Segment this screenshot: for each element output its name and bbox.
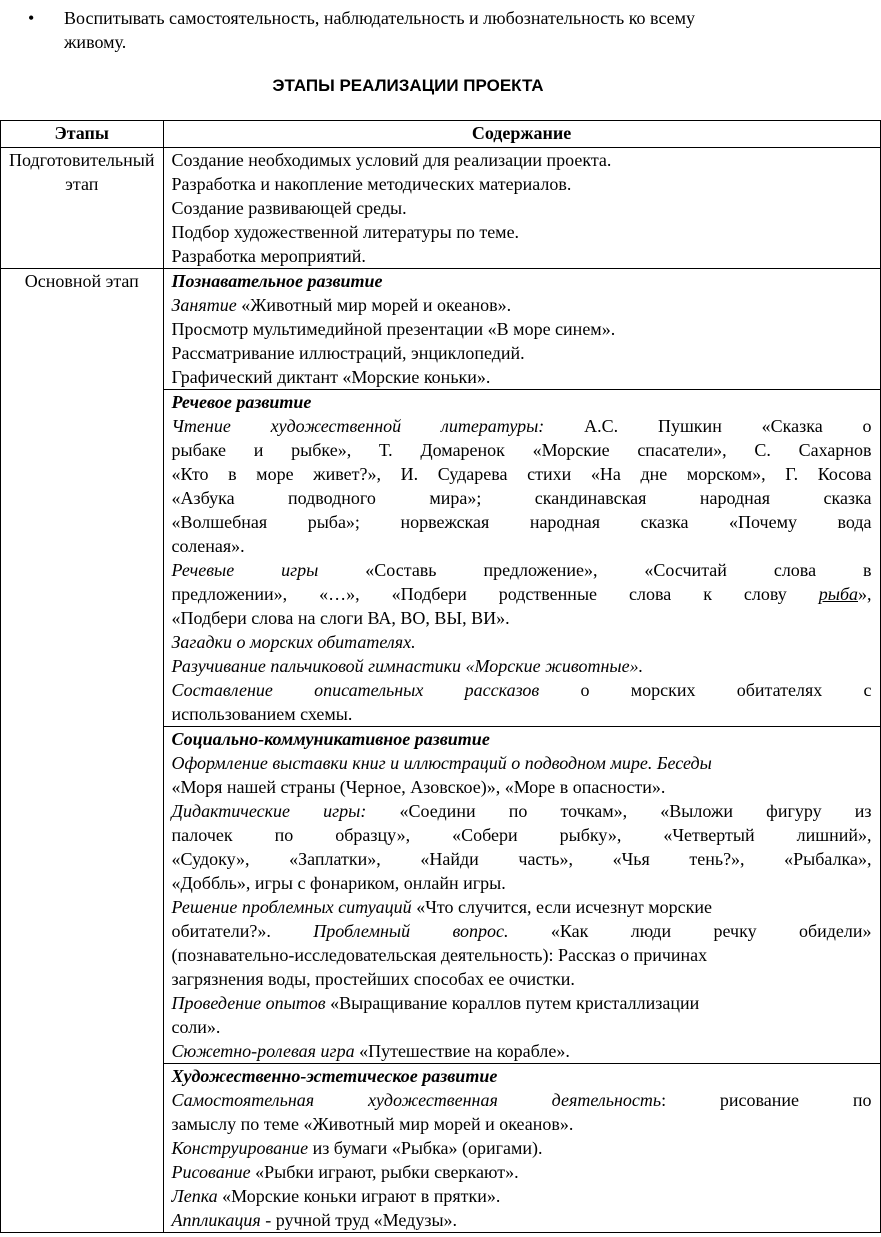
speech-line: предложении», «…», «Подбери родственные слова к слову рыба»,	[171, 584, 872, 604]
speech-line: Составление описательных рассказов о морских обитателях с	[171, 680, 872, 700]
section-title-social: Социально-коммуникативное развитие	[171, 729, 490, 749]
art-line: Лепка «Морские коньки играют в прятки».	[171, 1186, 501, 1206]
stage-cell-main: Основной этап	[1, 269, 164, 1233]
speech-line: Разучивание пальчиковой гимнастики «Морские животные».	[171, 656, 644, 676]
social-line: «Доббль», игры с фонариком, онлайн игры.	[171, 873, 506, 893]
social-line: Сюжетно-ролевая игра «Путешествие на корабле».	[171, 1041, 570, 1061]
speech-line: Загадки о морских обитателях.	[171, 632, 416, 652]
social-line: Проведение опытов «Выращивание кораллов путем кристаллизации	[171, 993, 700, 1013]
social-line: «Моря нашей страны (Черное, Азовское)», «Море в опасности».	[171, 777, 666, 797]
table-header-row	[1, 121, 881, 148]
speech-line: «Волшебная рыба»; норвежская народная сказка «Почему вода	[171, 512, 872, 532]
content-cell-prep	[163, 148, 880, 269]
art-line: Рисование «Рыбки играют, рыбки сверкают».	[171, 1162, 519, 1182]
cognitive-line: Просмотр мультимедийной презентации «В море синем».	[171, 319, 616, 339]
column-header-stages: Этапы	[1, 121, 164, 148]
prep-line: Создание необходимых условий для реализации проекта.	[171, 150, 612, 170]
stage-cell-prep: Подготовительный этап	[1, 148, 164, 269]
table-row-prep	[1, 148, 881, 269]
social-line: Решение проблемных ситуаций «Что случится, если исчезнут морские	[171, 897, 712, 917]
prep-line: Подбор художественной литературы по теме.	[171, 222, 520, 242]
content-cell-cognitive	[163, 269, 880, 390]
content-cell-speech	[163, 390, 880, 727]
social-line: «Судоку», «Заплатки», «Найди часть», «Чья тень?», «Рыбалка»,	[171, 849, 872, 869]
page-title: ЭТАПЫ РЕАЛИЗАЦИИ ПРОЕКТА	[272, 76, 544, 95]
bullet-icon: •	[28, 8, 35, 28]
speech-line: Чтение художественной литературы: А.С. Пушкин «Сказка о	[171, 416, 872, 436]
prep-line: Разработка мероприятий.	[171, 246, 366, 266]
art-line: Аппликация - ручной труд «Медузы».	[171, 1210, 458, 1230]
speech-line: использованием схемы.	[171, 704, 353, 724]
speech-line: «Кто в море живет?», И. Сударева стихи «На дне морском», Г. Косова	[171, 464, 872, 484]
section-title-speech: Речевое развитие	[171, 392, 312, 412]
art-line: Конструирование из бумаги «Рыбка» (оригами).	[171, 1138, 543, 1158]
social-line: соли».	[171, 1017, 221, 1037]
social-line: Оформление выставки книг и иллюстраций о подводном мире. Беседы	[171, 753, 712, 773]
table-row-main-cognitive	[1, 269, 881, 390]
art-line: замыслу по теме «Животный мир морей и океанов».	[171, 1114, 574, 1134]
speech-line: рыбаке и рыбке», Т. Домаренок «Морские спасатели», С. Сахарнов	[171, 440, 872, 460]
column-header-content: Содержание	[163, 121, 880, 148]
cognitive-line: Рассматривание иллюстраций, энциклопедий.	[171, 343, 525, 363]
social-line: (познавательно-исследовательская деятельность): Рассказ о причинах	[171, 945, 708, 965]
goal-text-line1: Воспитывать самостоятельность, наблюдательность и любознательность ко всему	[64, 8, 696, 28]
art-line: Самостоятельная художественная деятельность: рисование по	[171, 1090, 872, 1110]
section-title-art: Художественно-эстетическое развитие	[171, 1066, 498, 1086]
social-line: Дидактические игры: «Соедини по точкам», «Выложи фигуру из	[171, 801, 872, 821]
content-cell-social	[163, 727, 880, 1064]
social-line: загрязнения воды, простейших способах ее очистки.	[171, 969, 575, 989]
goal-text-line2: живому.	[64, 32, 127, 52]
speech-line: соленая».	[171, 536, 245, 556]
content-cell-art	[163, 1064, 880, 1233]
speech-line: «Подбери слова на слоги ВА, ВО, ВЫ, ВИ».	[171, 608, 510, 628]
cognitive-line: Занятие «Животный мир морей и океанов».	[171, 295, 512, 315]
section-title-cognitive: Познавательное развитие	[171, 271, 383, 291]
speech-line: «Азбука подводного мира»; скандинавская народная сказка	[171, 488, 872, 508]
project-stages-table	[0, 120, 881, 1233]
prep-line: Разработка и накопление методических материалов.	[171, 174, 572, 194]
speech-line: Речевые игры «Составь предложение», «Сосчитай слова в	[171, 560, 872, 580]
social-line: палочек по образцу», «Собери рыбку», «Четвертый лишний»,	[171, 825, 872, 845]
social-line: обитатели?». Проблемный вопрос. «Как люди речку обидели»	[171, 921, 872, 941]
prep-line: Создание развивающей среды.	[171, 198, 407, 218]
cognitive-line: Графический диктант «Морские коньки».	[171, 367, 491, 387]
